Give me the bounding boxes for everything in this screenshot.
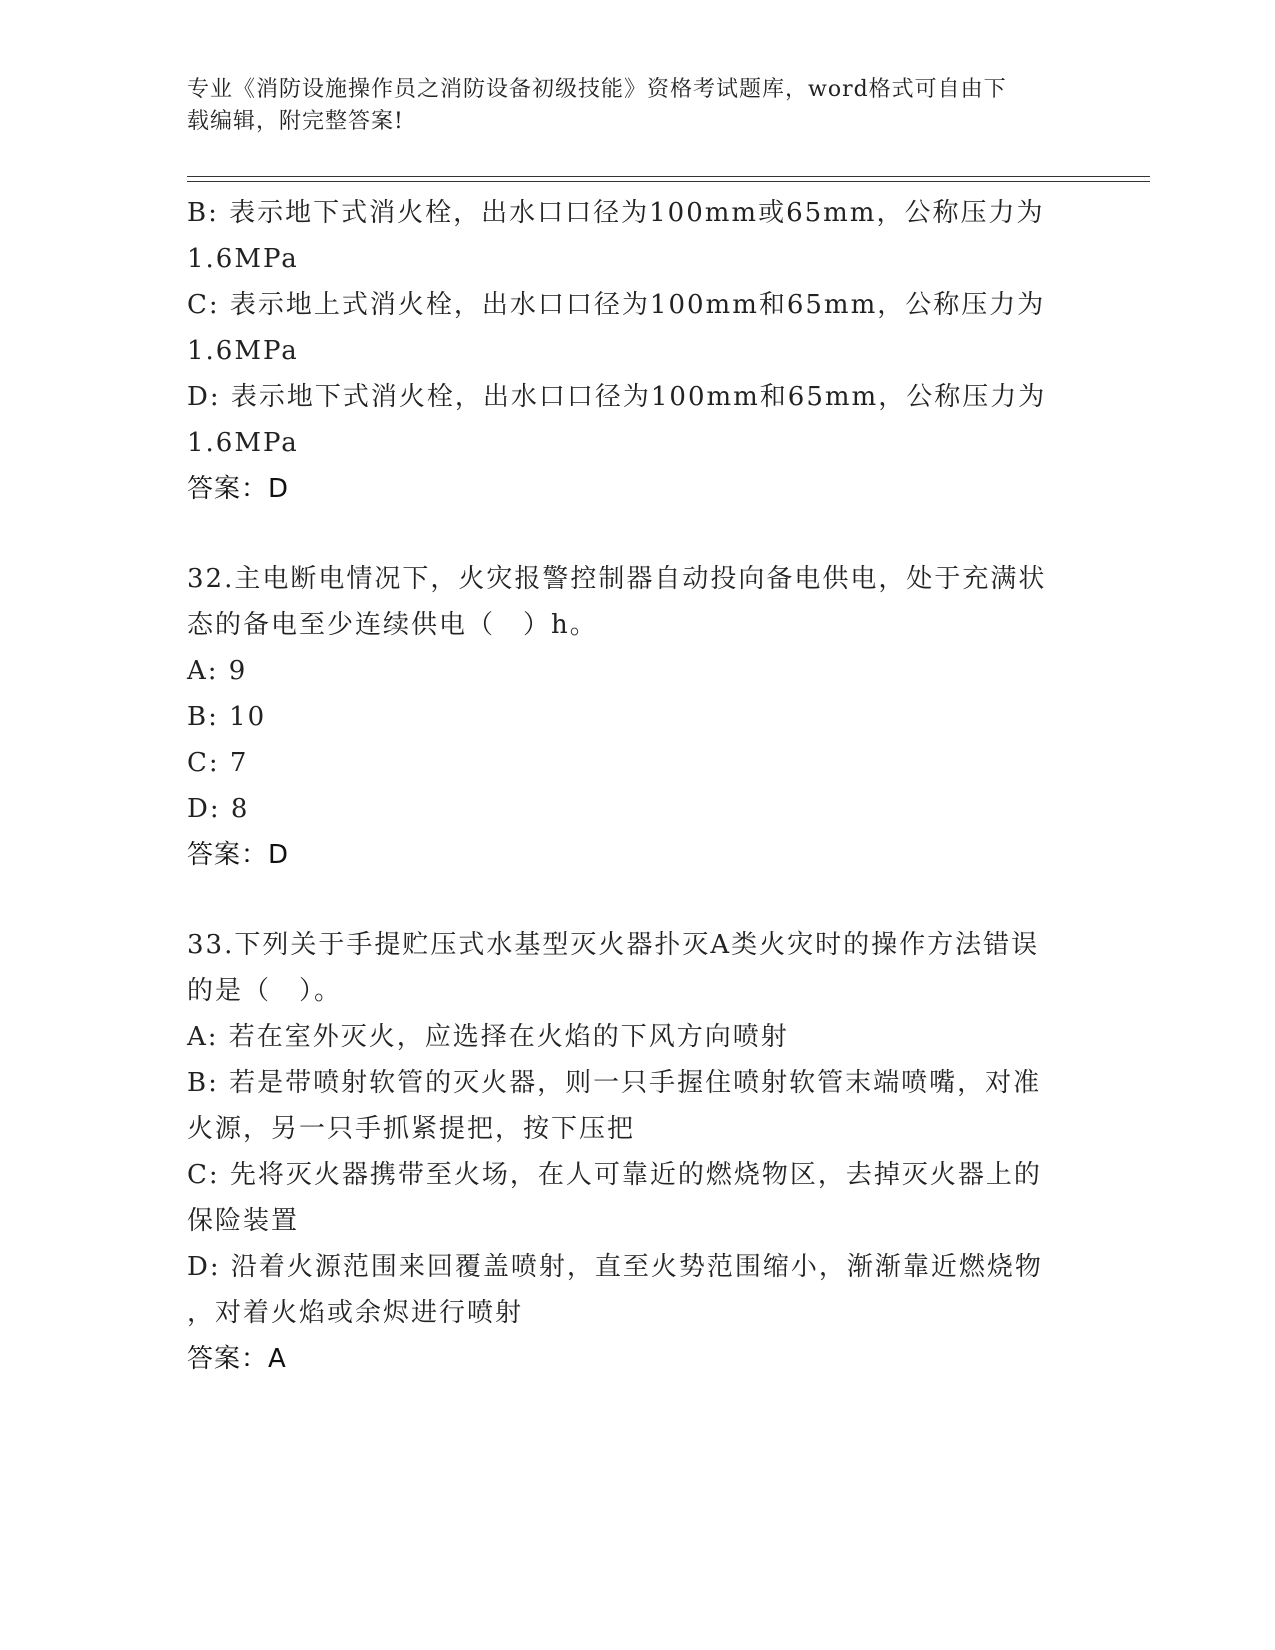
document-body	[187, 190, 1067, 1382]
question-33-stem-line-1: 33.下列关于手提贮压式水基型灭火器扑灭A类火灾时的操作方法错误	[187, 930, 1040, 960]
option-d-line-2: ，对着火焰或余烬进行喷射	[187, 1298, 524, 1328]
header-divider-bottom	[187, 181, 1150, 182]
option-b-line-1: B: 若是带喷射软管的灭火器，则一只手握住喷射软管末端喷嘴，对准	[187, 1068, 1042, 1098]
spacer	[187, 878, 1067, 922]
option-b-line-2: 1.6MPa	[187, 244, 299, 274]
option-c-line-2: 保险装置	[187, 1206, 300, 1236]
option-b-line-1: B: 表示地下式消火栓，出水口口径为100mm或65mm，公称压力为	[187, 198, 1045, 228]
spacer	[187, 512, 1067, 556]
question-31-options	[187, 190, 1067, 512]
header-line-2: 载编辑，附完整答案!	[187, 109, 404, 134]
option-a: A: 若在室外灭火，应选择在火焰的下风方向喷射	[187, 1022, 789, 1052]
question-33	[187, 922, 1067, 1382]
option-c-line-1: C: 先将灭火器携带至火场，在人可靠近的燃烧物区，去掉灭火器上的	[187, 1160, 1042, 1190]
answer-31: 答案：D	[187, 474, 290, 504]
option-c: C: 7	[187, 748, 249, 778]
question-32	[187, 556, 1067, 878]
option-d: D: 8	[187, 794, 250, 824]
answer-32: 答案：D	[187, 840, 290, 870]
document-header	[187, 74, 1067, 138]
option-d-line-1: D: 表示地下式消火栓，出水口口径为100mm和65mm，公称压力为	[187, 382, 1047, 412]
option-b: B: 10	[187, 702, 267, 732]
question-33-stem-line-2: 的是（ ）。	[187, 976, 343, 1006]
answer-33: 答案：A	[187, 1344, 287, 1374]
question-32-stem-line-2: 态的备电至少连续供电（ ）h。	[187, 610, 598, 640]
question-32-stem-line-1: 32.主电断电情况下，火灾报警控制器自动投向备电供电，处于充满状	[187, 564, 1047, 594]
option-b-line-2: 火源，另一只手抓紧提把，按下压把	[187, 1114, 636, 1144]
header-line-1: 专业《消防设施操作员之消防设备初级技能》资格考试题库，word格式可自由下	[187, 77, 1007, 102]
option-c-line-1: C: 表示地上式消火栓，出水口口径为100mm和65mm，公称压力为	[187, 290, 1046, 320]
option-d-line-2: 1.6MPa	[187, 428, 299, 458]
option-a: A: 9	[187, 656, 248, 686]
header-divider-top	[187, 176, 1150, 177]
option-c-line-2: 1.6MPa	[187, 336, 299, 366]
option-d-line-1: D: 沿着火源范围来回覆盖喷射，直至火势范围缩小，渐渐靠近燃烧物	[187, 1252, 1043, 1282]
